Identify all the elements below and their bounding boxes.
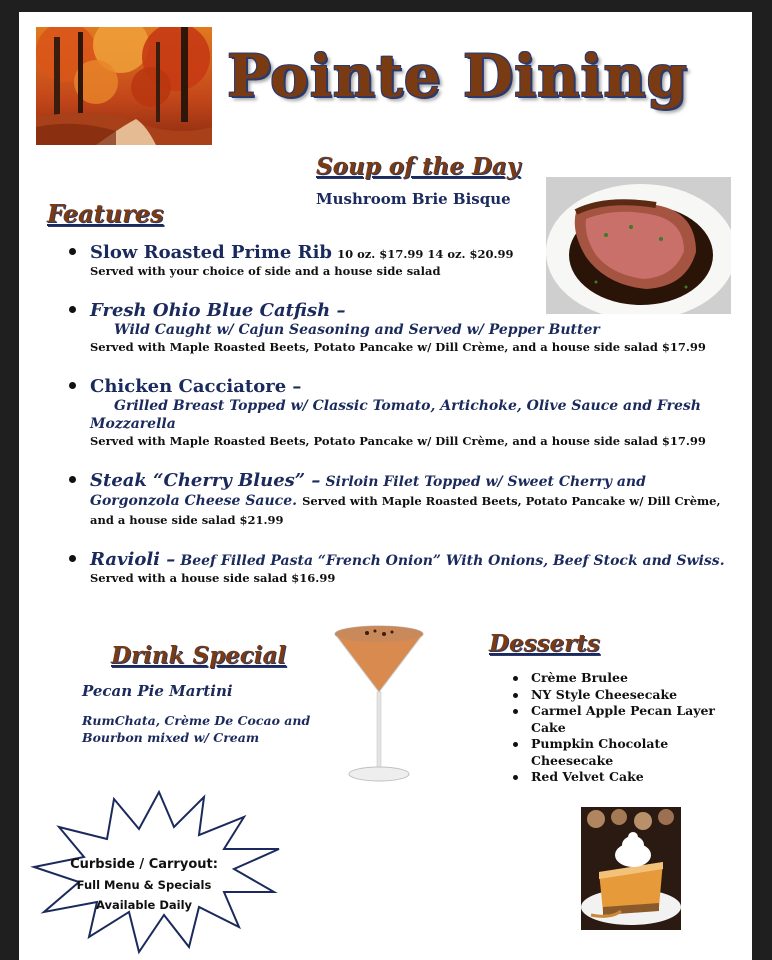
feature-name: Ravioli – [90,549,176,570]
curbside-line3: Available Daily [95,898,193,912]
martini-glass-photo [329,622,429,792]
feature-item [66,470,736,529]
feature-name: Chicken Cacciatore – [90,376,302,397]
desserts-heading: Desserts [489,630,600,657]
soup-heading: Soup of the Day [316,153,521,180]
feature-prices: 10 oz. $17.99 14 oz. $20.99 [337,247,514,261]
feature-description: Grilled Breast Topped w/ Classic Tomato, Artichoke, Olive Sauce and Fresh [114,398,701,414]
list-item: Red Velvet Cake [509,769,739,786]
features-list [66,242,736,607]
bullet-icon [69,382,76,389]
soup-name: Mushroom Brie Bisque [316,190,511,208]
bullet-icon [69,476,76,483]
bullet-icon [69,555,76,562]
feature-detail: Served with your choice of side and a house side salad [90,264,441,278]
feature-name: Fresh Ohio Blue Catfish – [90,300,346,321]
page-title: Pointe Dining [227,42,689,110]
feature-name: Steak “Cherry Blues” – [90,470,321,491]
feature-description: Sirloin Filet Topped w/ Sweet Cherry and [325,474,646,490]
list-item: NY Style Cheesecake [509,687,739,704]
feature-detail: Served with Maple Roasted Beets, Potato Pancake w/ Dill Crème, and a house side salad $21.99 [90,494,721,527]
features-heading: Features [47,199,164,228]
feature-detail: Served with Maple Roasted Beets, Potato Pancake w/ Dill Crème, and a house side salad $17.99 [90,340,706,354]
curbside-notice [59,855,229,915]
feature-item [66,300,736,356]
bullet-icon [69,306,76,313]
feature-name: Slow Roasted Prime Rib [90,242,332,263]
list-item: Pumpkin Chocolate Cheesecake [509,736,739,769]
feature-description: Beef Filled Pasta “French Onion” With Onions, Beef Stock and Swiss. [180,553,725,569]
list-item: Carmel Apple Pecan Layer Cake [509,703,739,736]
feature-item [66,549,736,587]
feature-description: Wild Caught w/ Cajun Seasoning and Served w/ Pepper Butter [114,322,600,338]
curbside-line1: Curbside / Carryout: [70,857,218,872]
feature-item [66,242,736,280]
drink-description: RumChata, Crème De Cocao and Bourbon mixed w/ Cream [82,713,311,745]
cheesecake-photo [581,807,681,930]
feature-item [66,376,736,450]
curbside-line2: Full Menu & Specials [76,878,212,892]
feature-detail: Served with a house side salad $16.99 [90,571,336,585]
feature-detail: Served with Maple Roasted Beets, Potato Pancake w/ Dill Crème, and a house side salad $17.99 [90,434,706,448]
bullet-icon [69,248,76,255]
menu-page [19,12,752,960]
drink-name: Pecan Pie Martini [82,682,233,700]
list-item: Crème Brulee [509,670,739,687]
feature-description-cont: Gorgonzola Cheese Sauce. [90,493,297,509]
autumn-forest-photo [36,27,212,145]
drink-heading: Drink Special [111,642,287,669]
desserts-list [509,670,739,786]
feature-description-cont: Mozzarella [90,416,176,432]
